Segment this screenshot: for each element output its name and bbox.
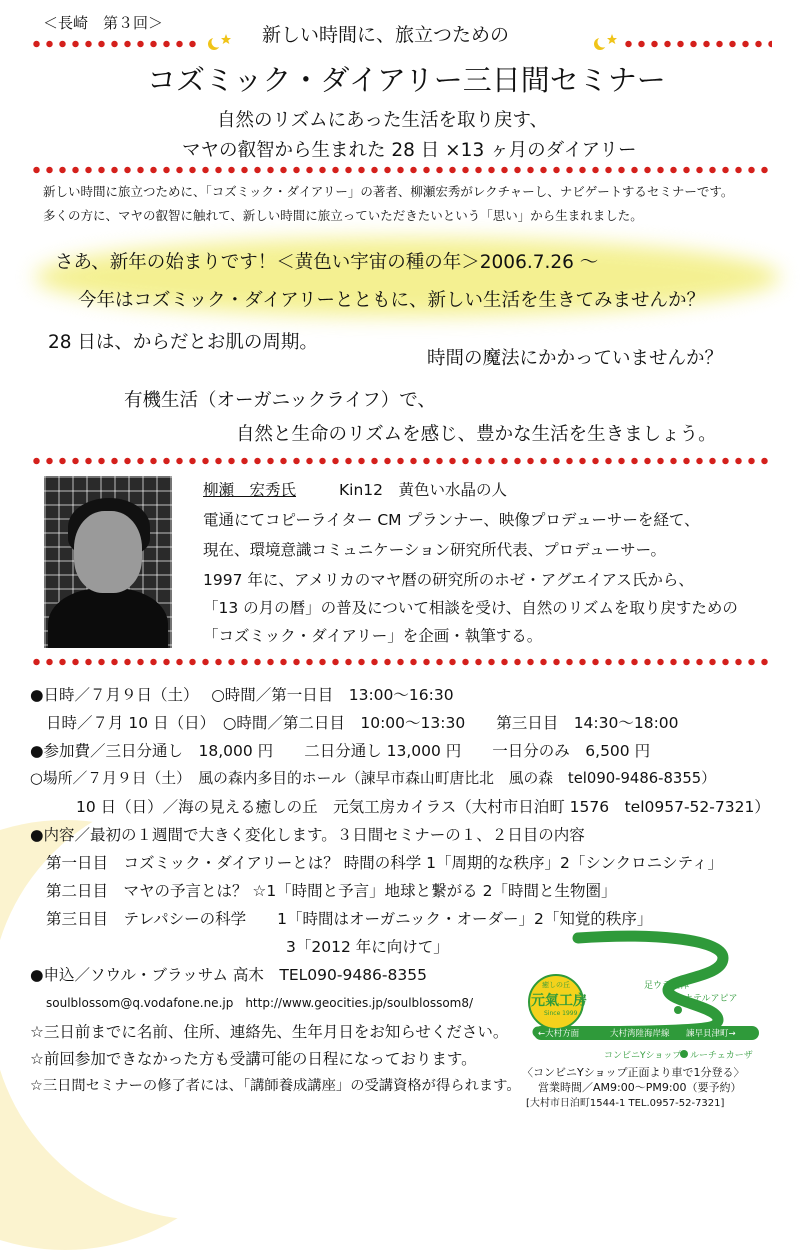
content-line-5: 3「2012 年に向けて」: [286, 938, 449, 956]
message-line-4: 時間の魔法にかかっていませんか？: [427, 348, 724, 369]
map-label: コンビニYショップ: [604, 1051, 682, 1061]
fee-line: ●参加費／三日分通し 18,000 円 二日分通し 13,000 円 一日分のみ 6,500 円: [30, 742, 651, 760]
dot-divider: [622, 40, 772, 48]
moon-star-icon: [588, 30, 620, 54]
note-line-1: ☆三日前までに名前、住所、連絡先、生年月日をお知らせください。: [30, 1023, 509, 1041]
profile-bio-line: 1997 年に、アメリカのマヤ暦の研究所のホゼ・アグエイアス氏から、: [203, 571, 694, 589]
logo-small-text: 癒しの丘: [542, 981, 570, 989]
message-line-5: 有機生活（オーガニックライフ）で、: [124, 390, 436, 411]
profile-kin: Kin12 黄色い水晶の人: [339, 481, 508, 499]
apply-line: ●申込／ソウル・ブラッサム 高木 TEL090-9486-8355: [30, 966, 427, 984]
map-caption: 営業時間／AM9:00～PM9:00（要予約）: [538, 1081, 742, 1094]
map-label: ホテルアピア: [684, 994, 738, 1004]
intro-line-1: 新しい時間に旅立つために、「コズミック・ダイアリー」の著者、柳瀬宏秀がレクチャーし、ナビゲートするセミナーです。: [43, 184, 734, 199]
logo-since-text: Since 1999: [544, 1010, 578, 1017]
map-road-label: 大村湾陸海岸線: [610, 1029, 670, 1039]
message-line-3: 28 日は、からだとお肌の周期。: [48, 332, 318, 353]
content-line-1: ●内容／最初の１週間で大きく変化します。３日間セミナーの１、２日目の内容: [30, 826, 585, 844]
page-title: コズミック・ダイアリー三日間セミナー: [147, 63, 666, 97]
series-label: ＜長崎 第３回＞: [43, 14, 164, 32]
profile-bio-line: 「コズミック・ダイアリー」を企画・執筆する。: [203, 627, 543, 645]
note-line-2: ☆前回参加できなかった方も受講可能の日程になっております。: [30, 1050, 477, 1068]
map-label: ルーチェカーザ: [690, 1051, 753, 1061]
content-line-3: 第二日目 マヤの予言とは？ ☆1「時間と予言」地球と繋がる 2「時間と生物圏」: [46, 882, 617, 900]
message-line-6: 自然と生命のリズムを感じ、豊かな生活を生きましょう。: [236, 424, 717, 445]
subtitle-line-2: マヤの叡智から生まれた 28 日 ×13 ヶ月のダイアリー: [182, 140, 637, 161]
content-line-2: 第一日目 コズミック・ダイアリーとは？ 時間の科学 1「周期的な秩序」2「シンクロニシティ」: [46, 854, 723, 872]
profile-name: 柳瀬 宏秀氏: [203, 481, 297, 499]
dot-divider: [30, 658, 772, 666]
message-line-2: 今年はコズミック・ダイアリーとともに、新しい生活を生きてみませんか？: [78, 290, 705, 311]
intro-line-2: 多くの方に、マヤの叡智に触れて、新しい時間に旅立っていただきたいという「思い」から生まれました。: [43, 208, 643, 223]
venue-line-2: 10 日（日）／海の見える癒しの丘 元気工房カイラス（大村市日泊町 1576 tel0957-52-7321）: [76, 798, 770, 816]
date-line-2: 日時／７月 10 日（日） ○時間／第二日目 10:00～13:30 第三日目 14:30～18:00: [46, 714, 679, 732]
note-line-3: ☆三日間セミナーの修了者には、「講師養成講座」の受講資格が得られます。: [30, 1078, 521, 1094]
content-line-4: 第三日目 テレパシーの科学 1「時間はオーガニック・オーダー」2「知覚的秩序」: [46, 910, 653, 928]
access-map: [518, 928, 788, 1108]
venue-line-1: ○場所／７月９日（土） 風の森内多目的ホール（諫早市森山町唐比北 風の森 tel090-9486-8355）: [30, 770, 716, 787]
map-caption: [大村市日泊町1544-1 TEL.0957-52-7321]: [526, 1098, 725, 1109]
message-line-1: さあ、新年の始まりです！＜黄色い宇宙の種の年＞2006.7.26 ～: [55, 252, 599, 273]
profile-photo: [44, 476, 172, 648]
dot-divider: [30, 166, 772, 174]
dot-divider: [30, 40, 200, 48]
profile-bio-line: 現在、環境意識コミュニケーション研究所代表、プロデューサー。: [203, 541, 666, 559]
map-label: 足ウラ整体: [644, 981, 690, 991]
profile-bio-line: 電通にてコピーライター CM プランナー、映像プロデューサーを経て、: [203, 511, 700, 529]
map-road-label: 諫早貝津町→: [686, 1029, 736, 1039]
map-caption: 〈コンビニYショップ正面より車で1分登る〉: [522, 1066, 745, 1079]
logo-main-text: 元氣工房: [531, 993, 587, 1009]
tagline: 新しい時間に、旅立つための: [262, 24, 510, 46]
map-road-label: ←大村方面: [538, 1029, 580, 1039]
dot-divider: [30, 457, 772, 465]
subtitle-line-1: 自然のリズムにあった生活を取り戻す、: [217, 110, 548, 131]
contact-line: soulblossom@q.vodafone.ne.jp http://www.geocities.jp/soulblossom8/: [46, 996, 474, 1010]
date-line-1: ●日時／７月９日（土） ○時間／第一日目 13:00～16:30: [30, 686, 454, 704]
profile-bio-line: 「13 の月の暦」の普及について相談を受け、自然のリズムを取り戻すための: [203, 599, 738, 617]
moon-star-icon: [202, 30, 234, 54]
